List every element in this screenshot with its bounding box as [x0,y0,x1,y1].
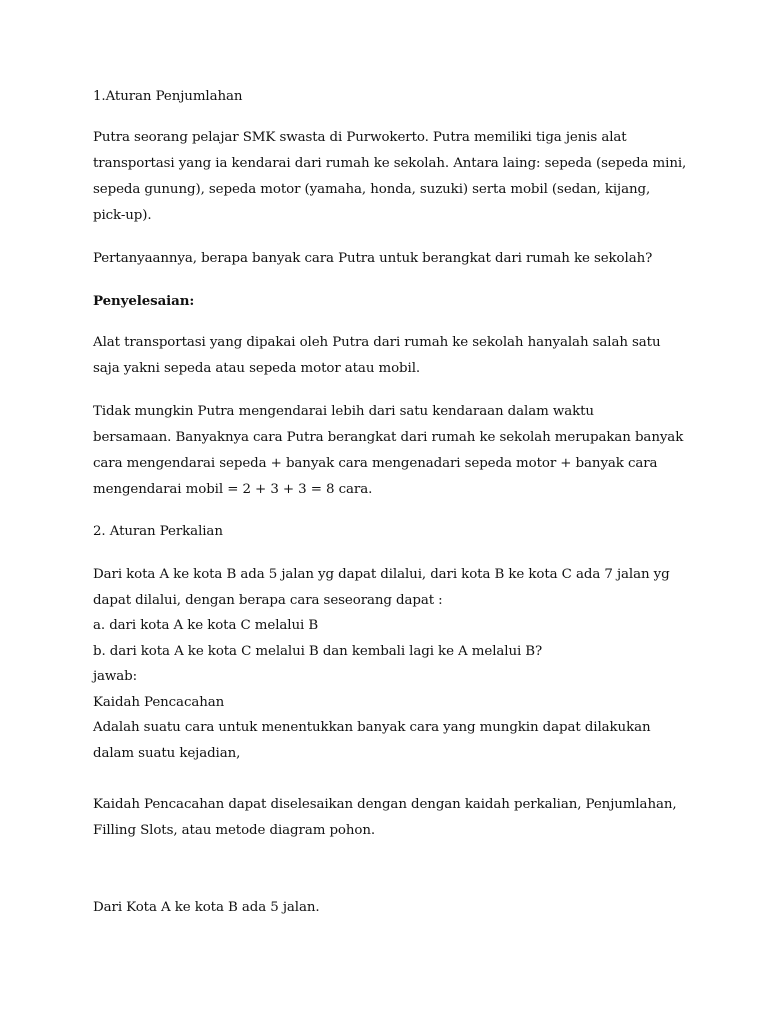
paragraph-1-line-3: sepeda gunung), sepeda motor (yamaha, honda, suzuki) serta mobil (sedan, kijang, [93,182,651,197]
paragraph-1-line-2: transportasi yang ia kendarai dari rumah ke sekolah. Antara laing: sepeda (sepeda mini, [93,156,687,171]
question-text: Pertanyaannya, berapa banyak cara Putra untuk berangkat dari rumah ke sekolah? [93,251,653,266]
section-2-heading: 2. Aturan Perkalian [93,524,223,539]
paragraph-3-line-1: Tidak mungkin Putra mengendarai lebih dari satu kendaraan dalam waktu [93,404,594,419]
solution-label: Penyelesaian: [93,293,195,309]
problem-line-6: Kaidah Pencacahan [93,695,225,710]
section-1-heading: 1.Aturan Penjumlahan [93,89,243,104]
paragraph-3-line-2: bersamaan. Banyaknya cara Putra berangkat dari rumah ke sekolah merupakan banyak [93,430,684,445]
problem-line-3: a. dari kota A ke kota C melalui B [93,618,319,633]
paragraph-1-line-4: pick-up). [93,208,152,223]
problem-line-2: dapat dilalui, dengan berapa cara seseorang dapat : [93,593,443,608]
problem-line-8: dalam suatu kejadian, [93,746,241,761]
paragraph-2-line-1: Alat transportasi yang dipakai oleh Putra dari rumah ke sekolah hanyalah salah satu [93,335,661,350]
methods-line-1: Kaidah Pencacahan dapat diselesaikan dengan dengan kaidah perkalian, Penjumlahan, [93,797,677,812]
methods-line-2: Filling Slots, atau metode diagram pohon. [93,823,376,838]
problem-line-1: Dari kota A ke kota B ada 5 jalan yg dapat dilalui, dari kota B ke kota C ada 7 jalan yg [93,567,670,582]
paragraph-3-line-3: cara mengendarai sepeda + banyak cara mengenadari sepeda motor + banyak cara [93,456,658,471]
problem-line-4: b. dari kota A ke kota C melalui B dan kembali lagi ke A melalui B? [93,644,543,659]
problem-line-5: jawab: [93,669,138,684]
paragraph-1-line-1: Putra seorang pelajar SMK swasta di Purwokerto. Putra memiliki tiga jenis alat [93,130,627,145]
problem-line-7: Adalah suatu cara untuk menentukkan banyak cara yang mungkin dapat dilakukan [93,720,651,735]
paragraph-3-line-4: mengendarai mobil = 2 + 3 + 3 = 8 cara. [93,482,373,497]
final-line: Dari Kota A ke kota B ada 5 jalan. [93,900,320,915]
paragraph-2-line-2: saja yakni sepeda atau sepeda motor atau mobil. [93,361,421,376]
